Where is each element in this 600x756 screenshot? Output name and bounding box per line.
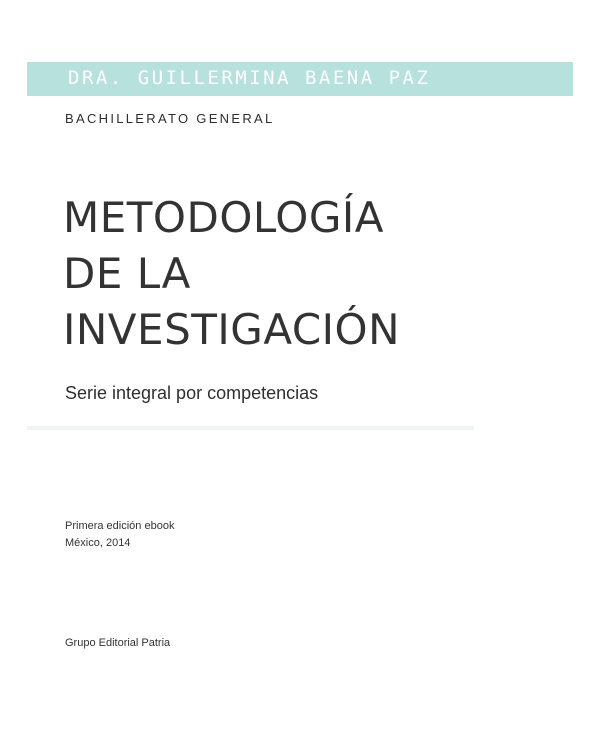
publisher-name: Grupo Editorial Patria	[65, 637, 171, 649]
divider-line	[27, 426, 474, 430]
book-title-line-2: DE LA	[63, 249, 191, 298]
book-title	[63, 190, 400, 358]
education-level: BACHILLERATO GENERAL	[65, 111, 275, 126]
author-name: DRA. GUILLERMINA BAENA PAZ	[68, 67, 431, 89]
edition-info: Primera edición ebook	[65, 520, 175, 532]
edition-place-year: México, 2014	[65, 537, 131, 549]
book-subtitle: Serie integral por competencias	[65, 383, 319, 403]
book-title-line-3: INVESTIGACIÓN	[63, 305, 401, 354]
book-title-line-1: METODOLOGÍA	[63, 193, 385, 242]
